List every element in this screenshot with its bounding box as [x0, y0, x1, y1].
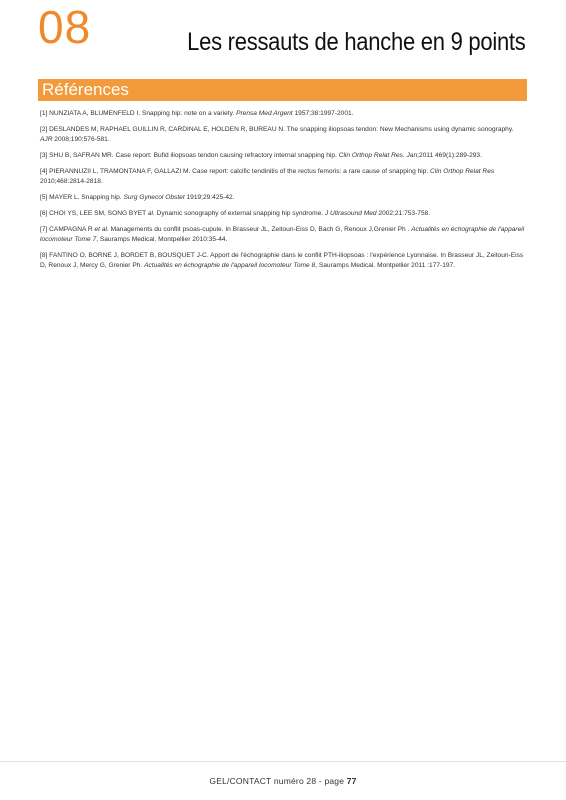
- reference-text: [4] PIERANNUZII L, TRAMONTANA F, GALLAZI M. Case report: calcific tendinitis of the rectus femoris: a rare cause of snapping hip.: [40, 168, 431, 175]
- reference-journal: Prensa Med Argent: [236, 110, 293, 117]
- reference-journal: Actualités en échographie de l'appareil locomoteur Tome 8: [144, 262, 316, 269]
- reference-citation: 2010;468:2814-2818.: [40, 178, 103, 185]
- footer-publication: GEL/CONTACT numéro 28 - page: [209, 776, 347, 786]
- reference-text: [3] SHU B, SAFRAN MR. Case report: Bufid iliopsoas tendon causing refractory internal snapping hip.: [40, 152, 339, 159]
- reference-citation: , Sauramps Medical. Montpellier 2010:35-44.: [96, 236, 228, 243]
- reference-text: [2] DESLANDES M, RAPHAEL GUILLIN R, CARDINAL E, HOLDEN R, BUREAU N. The snapping iliopsoas tendon: New Mechanisms using dynamic sonography.: [40, 126, 514, 133]
- reference-list: [40, 109, 527, 277]
- reference-journal: J Ultrasound Med: [324, 210, 377, 217]
- reference-citation: 2002;21:753-758.: [376, 210, 431, 217]
- reference-journal: Clin Orthop Relat Res. Jan: [338, 152, 418, 159]
- page-title: Les ressauts de hanche en 9 points: [187, 28, 526, 56]
- reference-item: [40, 167, 527, 187]
- reference-journal: Clin Orthop Relat Res: [430, 168, 495, 175]
- section-header-bar: [38, 79, 527, 101]
- footer-divider: [0, 761, 566, 762]
- reference-citation: , Sauramps Medical. Montpellier 2011 :177-197.: [315, 262, 456, 269]
- reference-et-al: al.: [147, 210, 155, 217]
- reference-citation: 1957;38:1997-2001.: [292, 110, 354, 117]
- section-title: Références: [42, 80, 129, 99]
- reference-item: [40, 109, 527, 119]
- reference-item: [40, 151, 527, 161]
- reference-item: [40, 125, 527, 145]
- reference-text: [1] NUNZIATA A, BLUMENFELD I. Snapping hip: note on a variety.: [40, 110, 237, 117]
- reference-text: [6] CHOI YS, LEE SM, SONG BYET: [40, 210, 148, 217]
- reference-item: [40, 193, 527, 203]
- reference-et-al: et al.: [94, 226, 109, 233]
- reference-citation: ;2011 469(1):289-293.: [417, 152, 482, 159]
- reference-item: [40, 209, 527, 219]
- reference-title: Managements du conflit psoas-cupule. In Brasseur JL, Zeitoun-Eiss D, Bach G, Renoux J,Grenier Ph .: [108, 226, 412, 233]
- chapter-number: 08: [38, 1, 92, 53]
- reference-citation: 2008;190:576-581.: [52, 136, 110, 143]
- reference-item: [40, 251, 527, 271]
- reference-text: [5] MAYER L. Snapping hip.: [40, 194, 124, 201]
- reference-journal: AJR: [40, 136, 53, 143]
- footer-page-number: 77: [346, 776, 357, 786]
- reference-title: Dynamic sonography of external snapping hip syndrome.: [154, 210, 325, 217]
- reference-citation: 1919;29:425-42.: [184, 194, 235, 201]
- reference-text: [7] CAMPAGNA R: [40, 226, 95, 233]
- page-footer: [0, 776, 566, 786]
- reference-journal: Surg Gynecol Obstet: [123, 194, 185, 201]
- reference-item: [40, 225, 527, 245]
- reference-journal: Actualités en échographie de l'appareil locomoteur Tome 7: [40, 226, 525, 243]
- reference-text: [8] FANTINO O, BORNE J, BORDET B, BOUSQUET J-C. Apport de l'échographie dans le conflit PTH-iliopsoas : l'expérience Lyonnaise. In Brasseur JL, Zeitoun-Eiss D, Renoux J, Mercy G, Grenier Ph.: [40, 252, 524, 269]
